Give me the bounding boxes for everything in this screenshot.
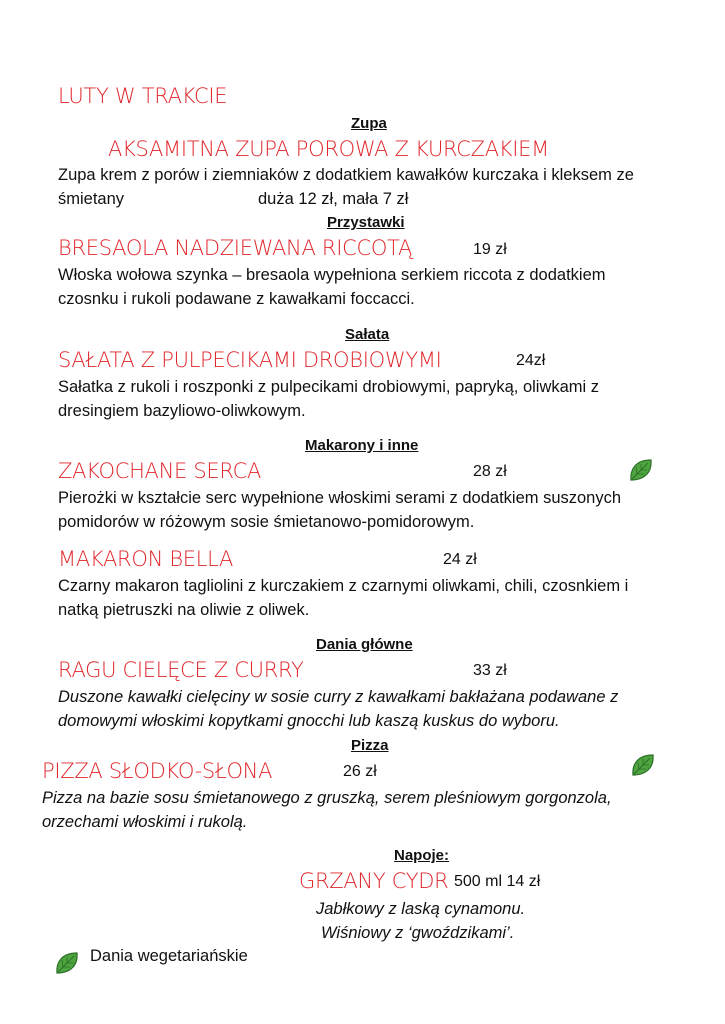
item-desc-makaron-line2: natką pietruszki na oliwie z oliwek. <box>58 601 310 619</box>
item-desc-bresaola-line1: Włoska wołowa szynka – bresaola wypełniona serkiem riccota z dodatkiem <box>58 266 606 284</box>
item-desc-makaron-line1: Czarny makaron tagliolini z kurczakiem z czarnymi oliwkami, chili, czosnkiem i <box>58 577 629 595</box>
item-desc-zupa-line1: Zupa krem z porów i ziemniaków z dodatkiem kawałków kurczaka i kleksem ze <box>58 166 634 184</box>
item-price-salata: 24zł <box>516 352 546 369</box>
leaf-icon <box>630 752 656 778</box>
item-desc-zupa-line2: śmietany <box>58 190 125 208</box>
item-name-pizza: PIZZA SŁODKO-SŁONA <box>42 759 273 783</box>
item-price-zupa: duża 12 zł, mała 7 zł <box>258 190 409 208</box>
item-option-cydr-1: Jabłkowy z laską cynamonu. <box>316 900 526 918</box>
legend-label: Dania wegetariańskie <box>90 947 248 965</box>
leaf-icon <box>628 457 654 483</box>
item-desc-ragu-line1: Duszone kawałki cielęciny w sosie curry z kawałkami bakłażana podawane z <box>58 688 619 706</box>
item-name-zupa: AKSAMITNA ZUPA POROWA Z KURCZAKIEM <box>108 137 549 161</box>
item-desc-ragu-line2: domowymi włoskimi kopytkami gnocchi lub kaszą kuskus do wyboru. <box>58 712 560 730</box>
page-title: LUTY W TRAKCIE <box>58 84 228 108</box>
item-price-pizza: 26 zł <box>343 763 377 780</box>
section-heading-zupa: Zupa <box>351 115 387 132</box>
item-name-bresaola: BRESAOLA NADZIEWANA RICCOTĄ <box>58 236 413 260</box>
item-desc-pizza-line2: orzechami włoskimi i rukolą. <box>42 813 248 831</box>
item-price-bresaola: 19 zł <box>473 241 507 258</box>
item-name-serca: ZAKOCHANE SERCA <box>58 459 262 483</box>
item-name-cydr: GRZANY CYDR <box>299 869 449 893</box>
section-heading-makarony: Makarony i inne <box>305 437 419 454</box>
section-heading-pizza: Pizza <box>351 737 389 754</box>
section-heading-napoje: Napoje: <box>394 847 450 864</box>
item-desc-salata-line2: dresingiem bazyliowo-oliwkowym. <box>58 402 306 420</box>
section-heading-przystawki: Przystawki <box>327 214 405 231</box>
item-desc-salata-line1: Sałatka z rukoli i roszponki z pulpecikami drobiowymi, papryką, oliwkami z <box>58 378 600 396</box>
item-price-serca: 28 zł <box>473 463 507 480</box>
section-heading-dania-glowne: Dania główne <box>316 636 413 653</box>
item-price-makaron: 24 zł <box>443 551 477 568</box>
leaf-icon <box>54 950 80 976</box>
item-desc-serca-line1: Pierożki w kształcie serc wypełnione włoskimi serami z dodatkiem suszonych <box>58 489 622 507</box>
item-option-cydr-2: Wiśniowy z ‘gwoździkami’. <box>321 924 515 942</box>
section-heading-salata: Sałata <box>345 326 390 343</box>
item-price-cydr: 500 ml 14 zł <box>454 873 541 890</box>
item-name-ragu: RAGU CIELĘCE Z CURRY <box>58 658 304 682</box>
item-name-salata: SAŁATA Z PULPECIKAMI DROBIOWYMI <box>58 348 442 372</box>
item-desc-pizza-line1: Pizza na bazie sosu śmietanowego z gruszką, serem pleśniowym gorgonzola, <box>42 789 612 807</box>
item-price-ragu: 33 zł <box>473 662 507 679</box>
item-desc-serca-line2: pomidorów w różowym sosie śmietanowo-pomidorowym. <box>58 513 475 531</box>
item-name-makaron: MAKARON BELLA <box>58 547 234 571</box>
item-desc-bresaola-line2: czosnku i rukoli podawane z kawałkami foccacci. <box>58 290 415 308</box>
